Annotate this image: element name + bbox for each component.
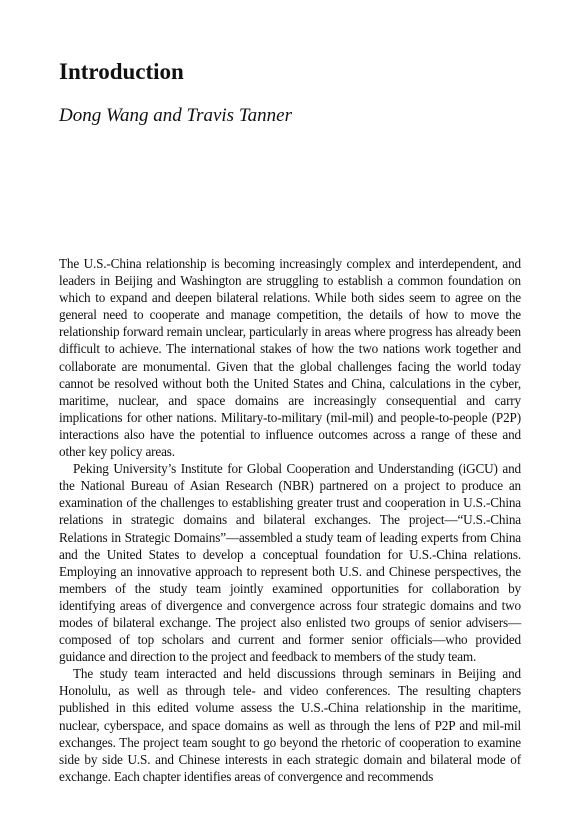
paragraph: The study team interacted and held discussions through seminars in Beijing and Honolulu, as well as through tele- and video conferences. The resulting chapters published in this edited volume assess the U.S.-China relationship in the maritime, nuclear, cyberspace, and space domains as well as through the lens of P2P and mil-mil exchanges. The project team sought to go beyond the rhetoric of cooperation to examine side by side U.S. and Chinese interests in each strategic domain and bilateral mode of exchange. Each chapter identifies areas of convergence and recommends xyxy=(59,666,521,784)
chapter-title: Introduction xyxy=(59,59,184,84)
paragraph: The U.S.-China relationship is becoming increasingly complex and interdependent, and leaders in Beijing and Washington are struggling to establish a common foundation on which to expand and deepen bilateral relations. While both sides seem to agree on the general need to cooperate and manage competition, the details of how to move the relationship forward remain unclear, particularly in areas where progress has already been difficult to achieve. The international stakes of how the two nations work together and collaborate are monumental. Given that the global challenges facing the world today cannot be resolved without both the United States and China, calculations in the cyber, maritime, nuclear, and space domains are increasingly consequential and carry implications for other nations. Military-to-military (mil-mil) and people-to-people (P2P) interactions also have the potential to influence outcomes across a range of these and other key policy areas. xyxy=(59,256,521,460)
chapter-authors: Dong Wang and Travis Tanner xyxy=(59,105,292,126)
paragraph: Peking University’s Institute for Global Cooperation and Understanding (iGCU) and the National Bureau of Asian Research (NBR) partnered on a project to produce an examination of the challenges to establishing greater trust and cooperation in U.S.-China relations in strategic domains and bilateral exchanges. The project—“U.S.-China Relations in Strategic Domains”—assembled a study team of leading experts from China and the United States to develop a conceptual foundation for U.S.-China relations. Employing an innovative approach to represent both U.S. and Chinese perspectives, the members of the study team jointly examined opportunities for collaboration by identifying areas of divergence and convergence across four strategic domains and two modes of bilateral exchange. The project also enlisted two groups of senior advisers—composed of top scholars and current and former senior officials—who provided guidance and direction to the project and feedback to members of the study team. xyxy=(59,461,521,665)
body-text xyxy=(59,255,521,785)
